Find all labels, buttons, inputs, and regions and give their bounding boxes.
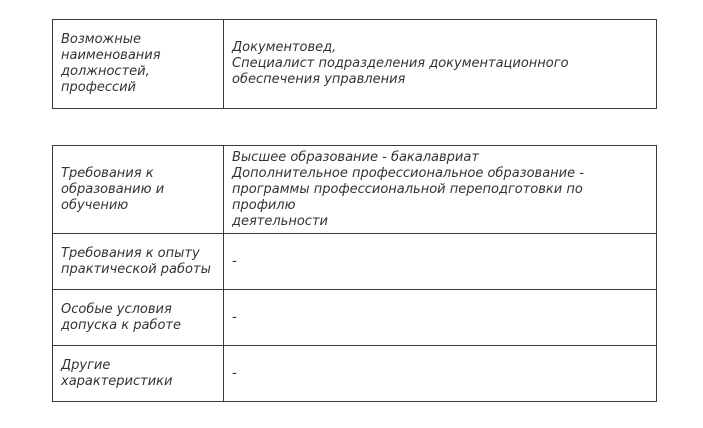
label-line: характеристики — [61, 373, 173, 389]
table-row — [53, 146, 657, 234]
row-label-cell — [53, 346, 224, 402]
label-line: Возможные — [61, 32, 142, 47]
table-row — [53, 290, 657, 346]
row-value-cell — [224, 346, 657, 402]
value-line: деятельности — [232, 213, 328, 229]
row-value-cell — [224, 234, 657, 290]
row-label-cell — [53, 290, 224, 346]
job-titles-table — [52, 19, 657, 109]
label-line: должностей, — [61, 64, 150, 79]
value-line: - — [232, 253, 237, 269]
row-value-cell — [224, 290, 657, 346]
label-line: практической работы — [61, 261, 211, 277]
value-line: Высшее образование - бакалавриат — [232, 149, 479, 165]
value-line: - — [232, 365, 237, 381]
label-line: обучению — [61, 197, 129, 213]
value-line: - — [232, 309, 237, 325]
label-line: профессий — [61, 80, 137, 95]
value-line: программы профессиональной переподготовки по профилю — [232, 181, 583, 213]
value-line: Специалист подразделения документационного — [232, 56, 569, 71]
requirements-table — [52, 145, 657, 402]
label-line: образованию и — [61, 181, 165, 197]
label-line: Требования к — [61, 165, 154, 181]
label-line: Особые условия — [61, 301, 172, 317]
label-line: наименования — [61, 48, 161, 63]
table-row — [53, 346, 657, 402]
label-line: Требования к опыту — [61, 245, 200, 261]
row-value-cell — [224, 146, 657, 234]
value-line: Дополнительное профессиональное образование - — [232, 165, 584, 181]
row-label-cell — [53, 234, 224, 290]
row-value-cell — [224, 20, 657, 109]
value-line: обеспечения управления — [232, 72, 406, 87]
value-line: Документовед, — [232, 40, 337, 55]
label-line: допуска к работе — [61, 317, 181, 333]
label-line: Другие — [61, 357, 111, 373]
row-label-cell — [53, 20, 224, 109]
row-label-cell — [53, 146, 224, 234]
table-row — [53, 234, 657, 290]
table-row — [53, 20, 657, 109]
